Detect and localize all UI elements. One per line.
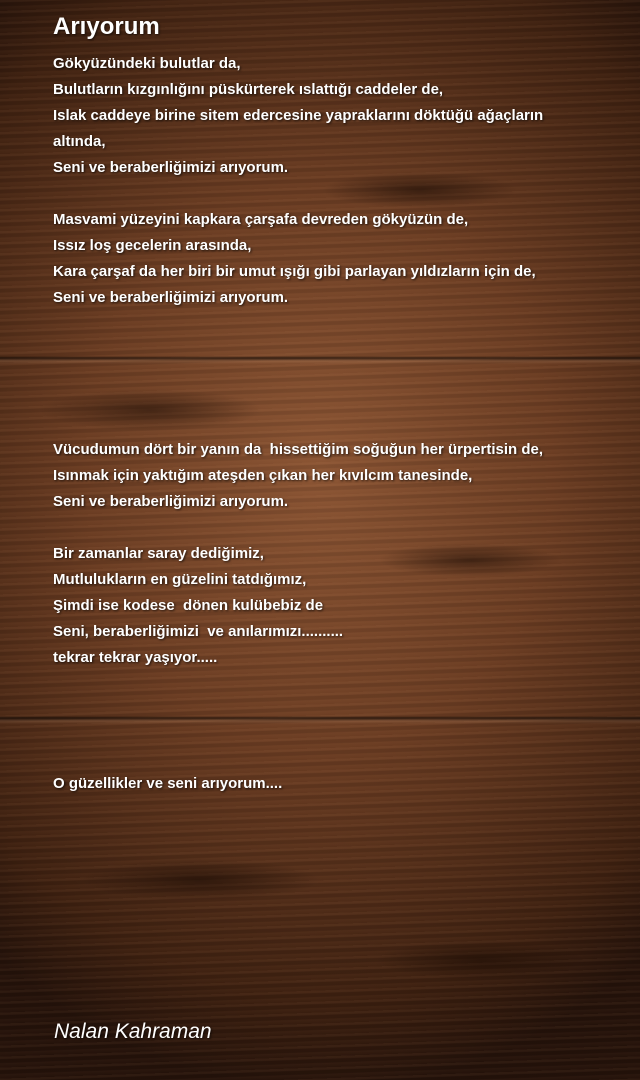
poem-line: Seni ve beraberliğimizi arıyorum.: [53, 493, 289, 510]
poem-line: Isınmak için yaktığım ateşden çıkan her kıvılcım tanesinde,: [53, 467, 473, 484]
poem-line: Seni ve beraberliğimizi arıyorum.: [53, 289, 289, 306]
stanza-1: [53, 51, 598, 181]
author-signature: Nalan Kahraman: [54, 1020, 212, 1043]
stanza-3: [53, 437, 598, 515]
stanza-2: [53, 207, 598, 311]
poem-line: Islak caddeye birine sitem edercesine yapraklarını döktüğü ağaçların altında,: [53, 107, 548, 150]
poem-line: tekrar tekrar yaşıyor.....: [53, 649, 218, 666]
poem-line: Gökyüzündeki bulutlar da,: [53, 55, 241, 72]
poem-line: Masvami yüzeyini kapkara çarşafa devreden gökyüzün de,: [53, 211, 469, 228]
poem-line: Bulutların kızgınlığını püskürterek ıslattığı caddeler de,: [53, 81, 444, 98]
poem-line: Bir zamanlar saray dediğimiz,: [53, 545, 264, 562]
poem-line: Seni ve beraberliğimizi arıyorum.: [53, 159, 289, 176]
poem-line: O güzellikler ve seni arıyorum....: [53, 775, 283, 792]
poem-line: Vücudumun dört bir yanın da hissettiğim soğuğun her ürpertisin de,: [53, 441, 544, 458]
poem-line: Şimdi ise kodese dönen kulübebiz de: [53, 597, 324, 614]
stanza-4: [53, 541, 598, 671]
poem-line: Issız loş gecelerin arasında,: [53, 237, 252, 254]
poem-line: Kara çarşaf da her biri bir umut ışığı gibi parlayan yıldızların için de,: [53, 263, 536, 280]
poem-line: Seni, beraberliğimizi ve anılarımızı..........: [53, 623, 344, 640]
stanza-5: [53, 771, 598, 797]
poem-line: Mutlulukların en güzelini tatdığımız,: [53, 571, 307, 588]
poem-title: Arıyorum: [53, 13, 160, 40]
